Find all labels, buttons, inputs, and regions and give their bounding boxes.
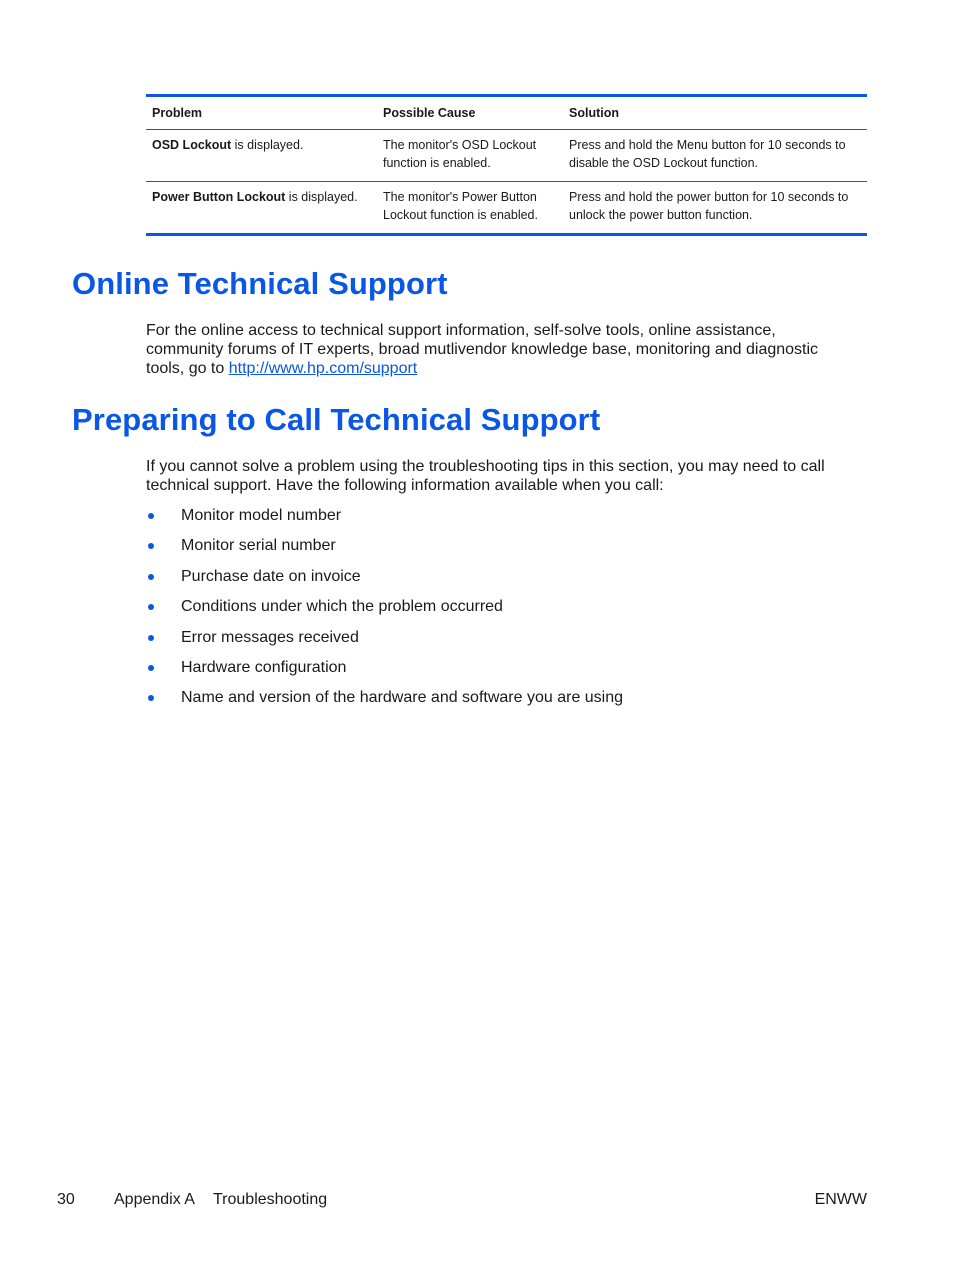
solution-cell: Press and hold the power button for 10 seconds to unlock the power button function.	[569, 190, 849, 222]
table-row	[146, 130, 867, 181]
table-row	[146, 181, 867, 233]
bullet-icon	[148, 574, 154, 580]
list-item	[146, 597, 623, 627]
list-item-text: Monitor serial number	[181, 537, 336, 555]
prepare-support-heading: Preparing to Call Technical Support	[72, 402, 601, 437]
list-item	[146, 658, 623, 688]
footer-chapter: Troubleshooting	[213, 1191, 328, 1208]
problem-suffix: is displayed.	[231, 138, 304, 152]
list-item-text: Monitor model number	[181, 507, 342, 524]
list-item-text: Error messages received	[181, 628, 359, 646]
list-item-text: Purchase date on invoice	[181, 567, 361, 585]
list-item	[146, 688, 623, 718]
cause-cell: The monitor's Power Button Lockout function is enabled.	[383, 190, 538, 222]
troubleshooting-table	[146, 94, 867, 236]
table-header-row	[146, 97, 867, 130]
bullet-icon	[148, 695, 154, 701]
page-number: 30	[57, 1191, 75, 1208]
online-support-heading: Online Technical Support	[72, 266, 448, 301]
list-item-text: Hardware configuration	[181, 658, 347, 676]
bullet-icon	[148, 635, 154, 641]
list-item	[146, 628, 623, 658]
problem-cell	[146, 136, 377, 172]
info-checklist	[146, 506, 623, 719]
bullet-icon	[148, 543, 154, 549]
cause-cell: The monitor's OSD Lockout function is enabled.	[383, 138, 537, 170]
list-item-text: Conditions under which the problem occurred	[181, 598, 503, 616]
header-solution: Solution	[569, 106, 619, 120]
problem-name: Power Button Lockout	[152, 190, 286, 204]
list-item-text: Name and version of the hardware and software you are using	[181, 689, 624, 707]
problem-name: OSD Lockout	[152, 138, 232, 152]
online-support-text: For the online access to technical support information, self-solve tools, online assistance, community forums of IT experts, broad mutlivendor knowledge base, monitoring and diagnostic tools, go to	[146, 322, 819, 377]
problem-cell	[146, 188, 377, 224]
bullet-icon	[148, 665, 154, 671]
header-possible-cause: Possible Cause	[383, 106, 476, 120]
list-item	[146, 567, 623, 597]
list-item	[146, 506, 623, 536]
solution-cell: Press and hold the Menu button for 10 seconds to disable the OSD Lockout function.	[569, 138, 846, 170]
problem-suffix: is displayed.	[285, 190, 358, 204]
list-item	[146, 536, 623, 566]
prepare-support-paragraph: If you cannot solve a problem using the troubleshooting tips in this section, you may need to call technical support. Have the following information available when you call:	[146, 458, 825, 494]
footer-appendix: Appendix A	[114, 1191, 195, 1208]
bullet-icon	[148, 513, 154, 519]
footer-doc-code: ENWW	[814, 1191, 867, 1208]
online-support-paragraph	[146, 321, 846, 378]
hp-support-link[interactable]: http://www.hp.com/support	[228, 360, 418, 377]
bullet-icon	[148, 604, 154, 610]
header-problem: Problem	[152, 106, 203, 120]
